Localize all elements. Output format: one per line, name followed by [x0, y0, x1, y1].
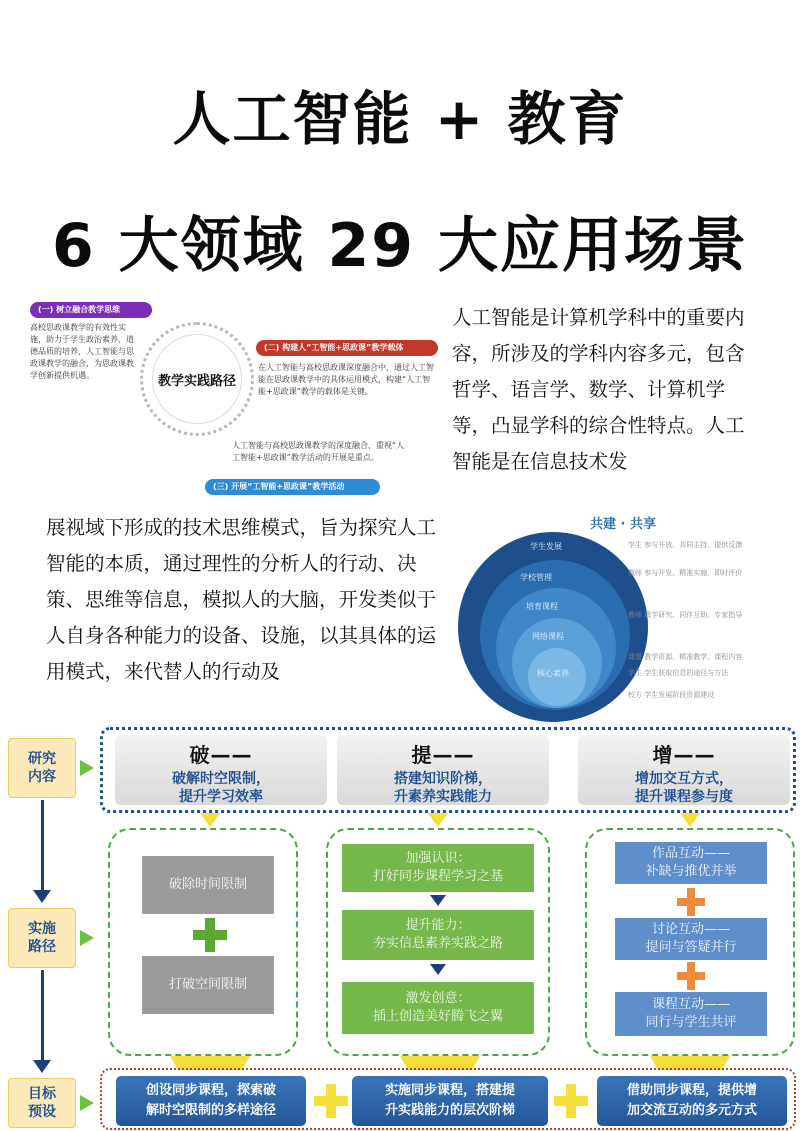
research-card-body: 破解时空限制， 提升学习效率 — [172, 771, 270, 805]
goal-card: 实施同步课程，搭建提 升实践能力的层次阶梯 — [352, 1076, 548, 1126]
mini-text-2: 在人工智能与高校思政课深度融合中，通过人工智能在思政课教学中的具体运用模式，构建“人工智能+思政课”教学的载体是关键。 — [258, 363, 434, 396]
plus-icon — [314, 1084, 348, 1118]
circle-side-row: 教师 参与开发、精准实施、即时评价 — [628, 569, 743, 577]
circle-side-row: 学生 参与开放、共同主持、提供反馈 — [628, 541, 743, 549]
impl-box: 加强认识： 打好同步课程学习之基 — [342, 844, 534, 892]
impl-box: 打破空间限制 — [142, 956, 274, 1014]
down-arrow-icon — [33, 1060, 51, 1073]
goal-card: 创设同步课程，探索破 解时空限制的多样途径 — [116, 1076, 306, 1126]
impl-box: 提升能力： 夯实信息素养实践之路 — [342, 910, 534, 960]
research-card-head: 提—— — [411, 743, 475, 767]
mini-text-1: 高校思政课教学的有效性实施，助力于学生政治素养、道德品质的培养，人工智能与思政课教学的融合，为思政课教学创新提供机遇。 — [30, 323, 134, 380]
right-arrow-icon — [80, 1095, 94, 1111]
impl-box: 激发创意： 插上创造美好腾飞之翼 — [342, 982, 534, 1034]
impl-box: 破除时间限制 — [142, 856, 274, 914]
ring-label-3: 培育课程 — [526, 602, 558, 611]
research-card-head: 增—— — [652, 743, 716, 767]
right-arrow-icon — [80, 760, 94, 776]
circle-side-row: 学生 学生获取信息的途径与方法 — [628, 669, 729, 677]
research-card-body: 搭建知识阶梯， 升素养实践能力 — [394, 771, 492, 805]
down-arrow-icon — [430, 964, 446, 975]
goal-card: 借助同步课程，提供增 加交流互动的多元方式 — [597, 1076, 787, 1126]
down-arrow-icon — [680, 813, 700, 827]
plus-icon — [677, 888, 705, 916]
right-arrow-icon — [80, 930, 94, 946]
ring-label-5: 核心素养 — [537, 669, 569, 678]
circle-diagram-title: 共建 · 共享 — [590, 517, 656, 532]
plus-icon — [554, 1084, 588, 1118]
ring-label-4: 网络课程 — [532, 632, 564, 641]
research-card-body: 增加交互方式， 提升课程参与度 — [635, 771, 733, 805]
research-card-add — [578, 735, 790, 805]
label-goal: 目标 预设 — [8, 1078, 76, 1128]
title-line-2: 6 大领域 29 大应用场景 — [52, 211, 748, 281]
circle-side-row: 校方 学生发展阶段资源建设 — [628, 691, 715, 699]
research-card-break — [115, 735, 327, 805]
paragraph-part-1: 人工智能是计算机学科中的重要内容，所涉及的学科内容多元，包含哲学、语言学、数学、计算机学等，凸显学科的综合性特点。人工智能是在信息技术发 — [452, 306, 745, 473]
flow-connector — [41, 970, 44, 1062]
plus-icon — [193, 918, 227, 952]
mini-pill-1: (一) 树立融合教学思维 — [30, 302, 152, 318]
down-arrow-icon — [200, 813, 220, 827]
research-card-raise — [337, 735, 549, 805]
title-line-1: 人工智能 + 教育 — [172, 85, 628, 153]
ring-label-2: 学校管理 — [520, 573, 552, 582]
mini-text-3: 人工智能与高校思政课教学的深度融合，重视“人工智能+思政课”教学活动的开展是重点。 — [232, 441, 405, 462]
mini-pill-3: (三) 开展“工智能+思政课”教学活动 — [205, 479, 380, 495]
plus-icon — [677, 962, 705, 990]
ring-label-1: 学生发展 — [530, 542, 562, 551]
flow-connector — [41, 800, 44, 892]
down-arrow-icon — [428, 813, 448, 827]
circle-side-row: 教师 教学研究、同伴互助、专家指导 — [628, 611, 743, 619]
paragraph-part-2: 展视域下形成的技术思维模式，旨为探究人工智能的本质，通过理性的分析人的行动、决策、思维等信息，模拟人的大脑，开发类似于人自身各种能力的设备、设施，以其具体的运用模式，来代替人的行动及 — [46, 516, 437, 683]
down-arrow-icon — [33, 890, 51, 903]
label-implementation: 实施 路径 — [8, 908, 76, 968]
impl-box: 课程互动—— 同行与学生共评 — [615, 992, 767, 1036]
label-research: 研究 内容 — [8, 738, 76, 798]
circle-side-row: 课堂 教学资源、精准教学、课程内容 — [628, 653, 743, 661]
mini-center-label: 教学实践路径 — [152, 334, 242, 424]
impl-box: 作品互动—— 补缺与推优并举 — [615, 842, 767, 884]
research-card-head: 破—— — [189, 743, 253, 767]
mini-pill-2: (二) 构建人“工智能+思政课”教学载体 — [256, 340, 438, 356]
impl-box: 讨论互动—— 提问与答疑并行 — [615, 918, 767, 960]
down-arrow-icon — [430, 895, 446, 906]
